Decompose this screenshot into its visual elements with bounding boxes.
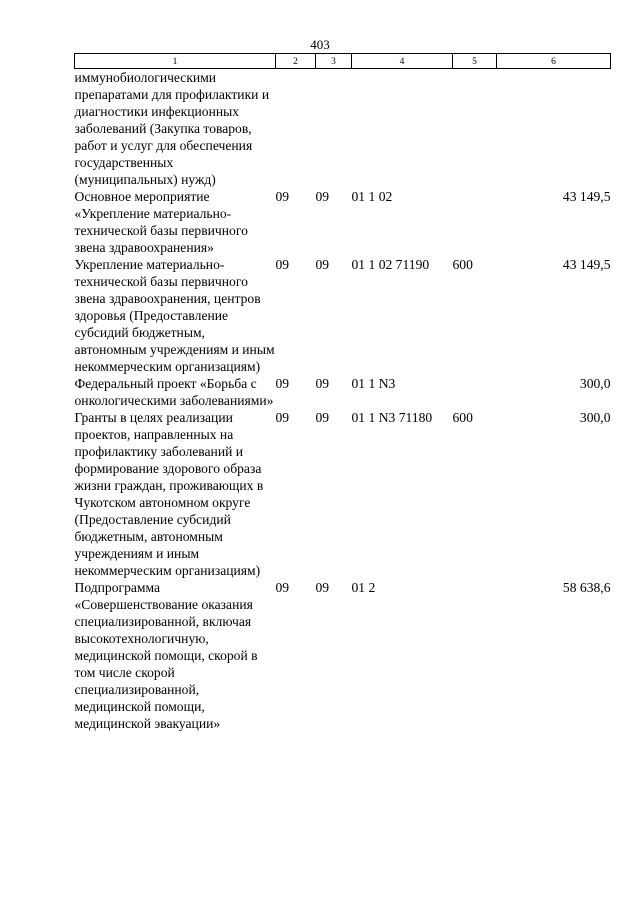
row-expense-type: 600	[452, 257, 473, 272]
row-name: Федеральный проект «Борьба с онкологическими заболеваниями»	[74, 376, 274, 408]
row-expense-type: 600	[452, 410, 473, 425]
row-name: Укрепление материально-технической базы первичного звена здравоохранения, центров здоровья (Предоставление субсидий бюджетным, автономным учреждениям и иным некоммерческим организациям)	[74, 257, 275, 374]
header-col-3: 3	[316, 54, 352, 69]
table-row	[75, 409, 611, 579]
row-amount: 300,0	[579, 376, 611, 391]
row-subsection: 09	[315, 257, 330, 272]
table-row	[75, 188, 611, 256]
row-subsection: 09	[315, 580, 330, 595]
table-row	[75, 256, 611, 375]
row-target-article: 01 1 02	[351, 189, 393, 204]
budget-table	[74, 53, 611, 732]
row-amount	[497, 69, 611, 189]
row-target-article: 01 1 N3 71180	[351, 410, 433, 425]
row-target-article: 01 1 02 71190	[351, 257, 430, 272]
row-subsection: 09	[315, 376, 330, 391]
row-section: 09	[275, 257, 290, 272]
table-row	[75, 375, 611, 409]
row-target-article: 01 2	[351, 580, 376, 595]
page-number: 403	[310, 37, 330, 52]
header-col-4: 4	[352, 54, 453, 69]
row-section: 09	[275, 580, 290, 595]
row-subsection: 09	[315, 189, 330, 204]
row-subsection	[316, 69, 352, 189]
row-section	[276, 69, 316, 189]
header-col-6: 6	[497, 54, 611, 69]
row-target-article: 01 1 N3	[351, 376, 396, 391]
row-target-article	[352, 69, 453, 189]
table-row	[75, 69, 611, 189]
row-name: Гранты в целях реализации проектов, направленных на профилактику заболеваний и формирование здорового образа жизни граждан, проживающих в Чукотском автономном округе (Предоставление субсидий бюджетным, автономным учреждениям и иным некоммерческим организациям)	[74, 410, 264, 578]
header-col-2: 2	[276, 54, 316, 69]
row-amount: 300,0	[579, 410, 611, 425]
row-section: 09	[275, 410, 290, 425]
header-col-5: 5	[453, 54, 497, 69]
row-amount: 58 638,6	[562, 580, 611, 595]
row-amount: 43 149,5	[562, 257, 611, 272]
row-name: иммунобиологическими препаратами для профилактики и диагностики инфекционных заболеваний (Закупка товаров, работ и услуг для обеспечения государственных (муниципальных) нужд)	[74, 70, 270, 187]
header-row	[75, 54, 611, 69]
row-name: Основное мероприятие «Укрепление материально-технической базы первичного звена здравоохранения»	[74, 189, 248, 255]
row-expense-type	[453, 69, 497, 189]
row-expense-type	[453, 375, 497, 409]
row-expense-type	[453, 579, 497, 732]
row-subsection: 09	[315, 410, 330, 425]
row-name: Подпрограмма «Совершенствование оказания специализированной, включая высокотехнологичную, медицинской помощи, скорой в том числе скорой специализированной, медицинской помощи, медицинской эвакуации»	[74, 580, 258, 731]
row-amount: 43 149,5	[562, 189, 611, 204]
row-expense-type	[453, 188, 497, 256]
row-section: 09	[275, 189, 290, 204]
row-section: 09	[275, 376, 290, 391]
table-row	[75, 579, 611, 732]
header-col-1: 1	[75, 54, 276, 69]
